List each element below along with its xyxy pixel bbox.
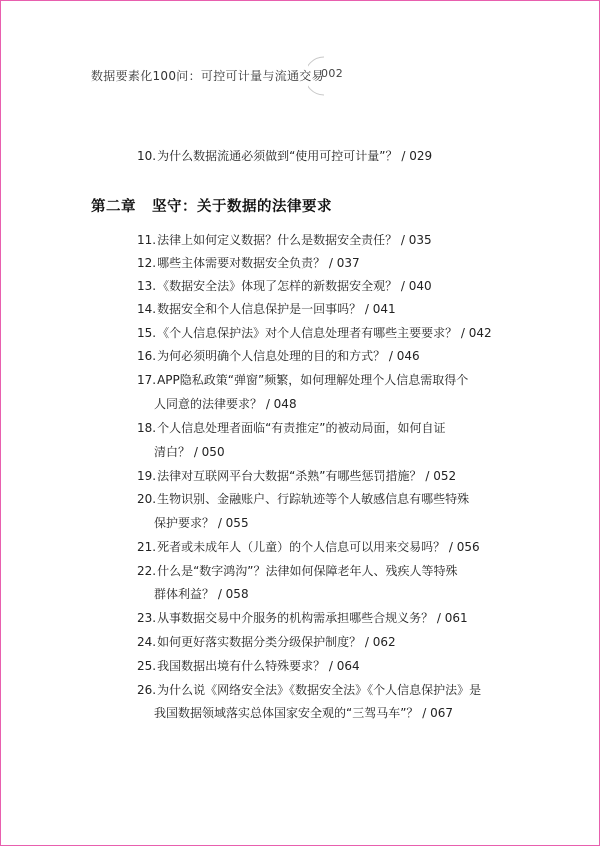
toc-entry-18-continuation[interactable] bbox=[154, 444, 225, 460]
toc-entry-text: 保护要求？ / 055 bbox=[154, 516, 249, 530]
toc-entry-number: 20. bbox=[137, 492, 157, 506]
toc-entry-number: 24. bbox=[137, 635, 157, 649]
toc-entry-text: 《数据安全法》体现了怎样的新数据安全观？ / 040 bbox=[157, 279, 432, 293]
toc-entry-number: 25. bbox=[137, 659, 157, 673]
toc-entry-11[interactable] bbox=[137, 232, 432, 248]
toc-entry-text: 我国数据领域落实总体国家安全观的“三驾马车”？ / 067 bbox=[154, 706, 454, 720]
toc-entry-text: APP隐私政策“弹窗”频繁，如何理解处理个人信息需取得个 bbox=[157, 373, 469, 387]
toc-entry-text: 死者或未成年人（儿童）的个人信息可以用来交易吗？ / 056 bbox=[157, 540, 480, 554]
toc-entry-text: 我国数据出境有什么特殊要求？ / 064 bbox=[157, 659, 360, 673]
toc-entry-text: 哪些主体需要对数据安全负责？ / 037 bbox=[157, 256, 360, 270]
toc-entry-22-continuation[interactable] bbox=[154, 586, 249, 602]
toc-entry-text: 《个人信息保护法》对个人信息处理者有哪些主要要求？ / 042 bbox=[157, 326, 492, 340]
chapter-title-text: 坚守：关于数据的法律要求 bbox=[152, 198, 332, 215]
toc-entry-26[interactable] bbox=[137, 682, 481, 698]
toc-entry-number: 19. bbox=[137, 469, 157, 483]
toc-entry-14[interactable] bbox=[137, 301, 396, 317]
toc-entry-16[interactable] bbox=[137, 348, 420, 364]
toc-entry-text: 生物识别、金融账户、行踪轨迹等个人敏感信息有哪些特殊 bbox=[157, 492, 470, 506]
toc-entry-text: 从事数据交易中介服务的机构需承担哪些合规义务？ / 061 bbox=[157, 611, 468, 625]
toc-entry-number: 26. bbox=[137, 683, 157, 697]
toc-entry-20-continuation[interactable] bbox=[154, 515, 249, 531]
page-number-mark bbox=[308, 55, 356, 97]
toc-entry-text: 个人信息处理者面临“有责推定”的被动局面，如何自证 bbox=[157, 421, 446, 435]
toc-entry-number: 18. bbox=[137, 421, 157, 435]
toc-entry-19[interactable] bbox=[137, 468, 456, 484]
toc-entry-number: 14. bbox=[137, 302, 157, 316]
toc-entry-25[interactable] bbox=[137, 658, 360, 674]
toc-entry-text: 群体利益？ / 058 bbox=[154, 587, 249, 601]
toc-entry-number: 22. bbox=[137, 564, 157, 578]
toc-entry-text: 人同意的法律要求？ / 048 bbox=[154, 397, 297, 411]
toc-entry-text: 为什么说《网络安全法》《数据安全法》《个人信息保护法》是 bbox=[157, 683, 482, 697]
toc-entry-24[interactable] bbox=[137, 634, 396, 650]
toc-entry-number: 16. bbox=[137, 349, 157, 363]
toc-entry-20[interactable] bbox=[137, 491, 469, 507]
toc-entry-21[interactable] bbox=[137, 539, 480, 555]
toc-entry-18[interactable] bbox=[137, 420, 446, 436]
toc-entry-text: 法律对互联网平台大数据“杀熟”有哪些惩罚措施？ / 052 bbox=[157, 469, 457, 483]
chapter-heading bbox=[91, 195, 332, 216]
toc-entry-15[interactable] bbox=[137, 325, 492, 341]
toc-entry-number: 15. bbox=[137, 326, 157, 340]
toc-entry-text: 如何更好落实数据分类分级保护制度？ / 062 bbox=[157, 635, 396, 649]
toc-entry-text: 数据安全和个人信息保护是一回事吗？ / 041 bbox=[157, 302, 396, 316]
toc-entry-26-continuation[interactable] bbox=[154, 705, 453, 721]
page-number: 002 bbox=[321, 67, 344, 80]
chapter-label: 第二章 bbox=[91, 198, 136, 215]
toc-entry-23[interactable] bbox=[137, 610, 468, 626]
toc-entry-number: 12. bbox=[137, 256, 157, 270]
toc-entry-number: 23. bbox=[137, 611, 157, 625]
toc-entry-10[interactable] bbox=[137, 148, 432, 164]
toc-entry-number: 13. bbox=[137, 279, 157, 293]
toc-entry-22[interactable] bbox=[137, 563, 458, 579]
toc-entry-17[interactable] bbox=[137, 372, 468, 388]
toc-entry-number: 10. bbox=[137, 149, 157, 163]
toc-entry-text: 法律上如何定义数据？什么是数据安全责任？ / 035 bbox=[157, 233, 432, 247]
toc-entry-number: 17. bbox=[137, 373, 157, 387]
toc-entry-12[interactable] bbox=[137, 255, 360, 271]
toc-entry-number: 11. bbox=[137, 233, 157, 247]
toc-entry-text: 清白？ / 050 bbox=[154, 445, 225, 459]
toc-entry-text: 为何必须明确个人信息处理的目的和方式？ / 046 bbox=[157, 349, 420, 363]
toc-entry-text: 什么是“数字鸿沟”？法律如何保障老年人、残疾人等特殊 bbox=[157, 564, 458, 578]
toc-entry-13[interactable] bbox=[137, 278, 432, 294]
toc-entry-17-continuation[interactable] bbox=[154, 396, 297, 412]
toc-entry-text: 为什么数据流通必须做到“使用可控可计量”？ / 029 bbox=[157, 149, 433, 163]
toc-entry-number: 21. bbox=[137, 540, 157, 554]
running-header: 数据要素化100问：可控可计量与流通交易 bbox=[91, 69, 324, 83]
